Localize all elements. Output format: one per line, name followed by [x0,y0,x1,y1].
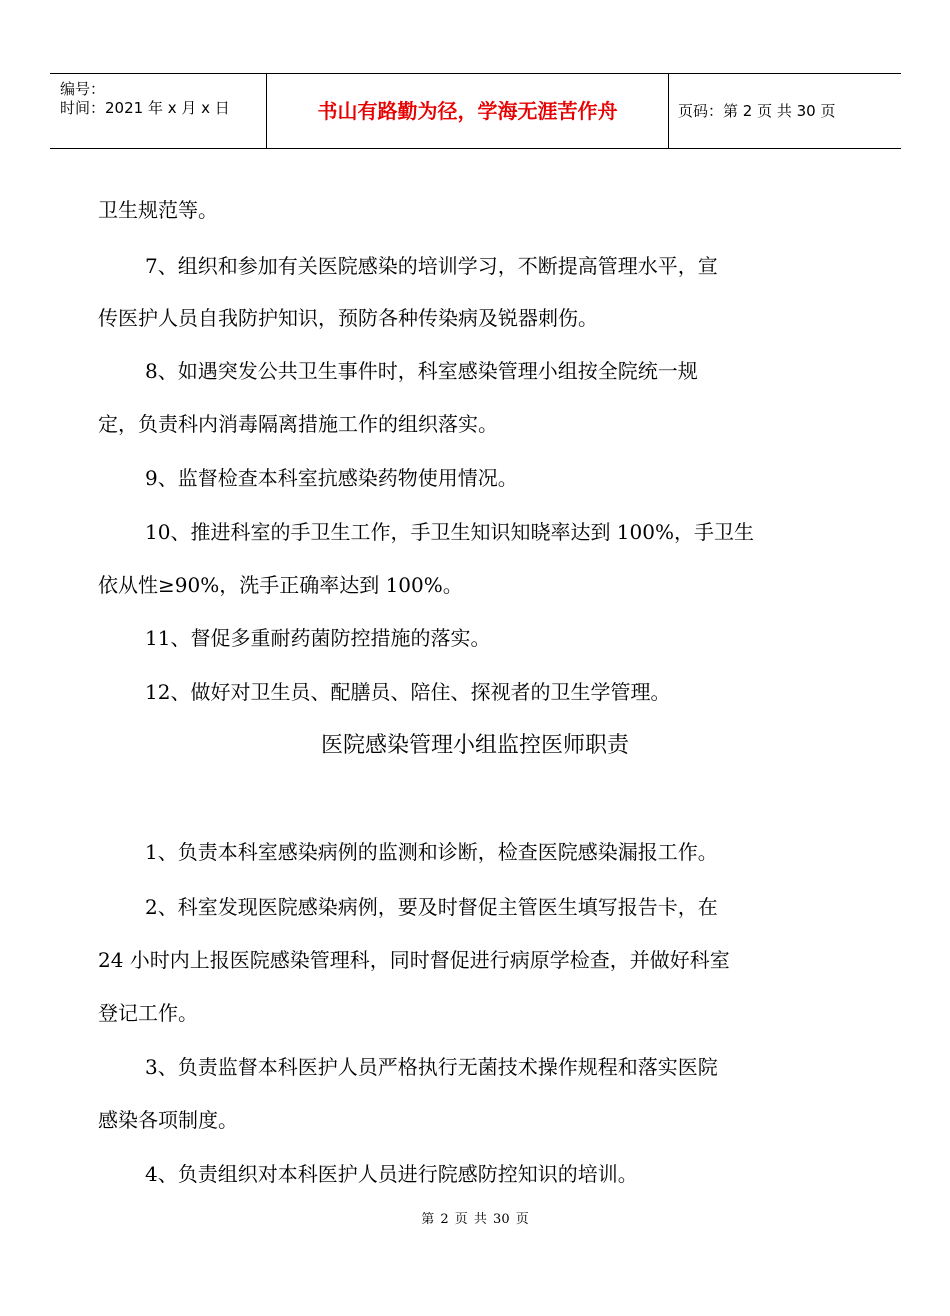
header-motto: 书山有路勤为径，学海无涯苦作舟 [317,99,618,123]
paragraph-line: 传医护人员自我防护知识，预防各种传染病及锐器刺伤。 [98,306,598,330]
paragraph-line: 3、负责监督本科医护人员严格执行无菌技术操作规程和落实医院 [145,1055,718,1079]
paragraph-line: 感染各项制度。 [98,1108,238,1132]
section-title: 医院感染管理小组监控医师职责 [320,733,629,758]
paragraph-line: 卫生规范等。 [98,198,218,222]
paragraph-line: 9、监督检查本科室抗感染药物使用情况。 [145,466,518,490]
paragraph-line: 7、组织和参加有关医院感染的培训学习，不断提高管理水平，宣 [145,254,718,278]
document-date-label: 时间：2021 年 x 月 x 日 [60,99,230,117]
paragraph-line: 登记工作。 [98,1001,198,1025]
header-page-code: 页码：第 2 页 共 30 页 [678,102,836,120]
paragraph-line: 8、如遇突发公共卫生事件时，科室感染管理小组按全院统一规 [145,359,698,383]
page-header [50,73,901,149]
paragraph-line: 4、负责组织对本科医护人员进行院感防控知识的培训。 [145,1162,638,1186]
paragraph-line: 10、推进科室的手卫生工作，手卫生知识知晓率达到 100%，手卫生 [145,520,754,544]
paragraph-line: 24 小时内上报医院感染管理科，同时督促进行病原学检查，并做好科室 [98,948,730,972]
paragraph-line: 11、督促多重耐药菌防控措施的落实。 [145,626,491,650]
paragraph-line: 依从性≥90%，洗手正确率达到 100%。 [98,573,463,597]
paragraph-line: 2、科室发现医院感染病例，要及时督促主管医生填写报告卡，在 [145,895,718,919]
paragraph-line: 1、负责本科室感染病例的监测和诊断，检查医院感染漏报工作。 [145,840,718,864]
paragraph-line: 定，负责科内消毒隔离措施工作的组织落实。 [98,412,498,436]
document-number-label: 编号： [60,80,106,98]
page-footer: 第 2 页 共 30 页 [421,1212,529,1227]
header-page-cell [669,74,901,148]
paragraph-line: 12、做好对卫生员、配膳员、陪住、探视者的卫生学管理。 [145,680,671,704]
header-info-cell [50,74,267,148]
header-motto-cell [267,74,669,148]
